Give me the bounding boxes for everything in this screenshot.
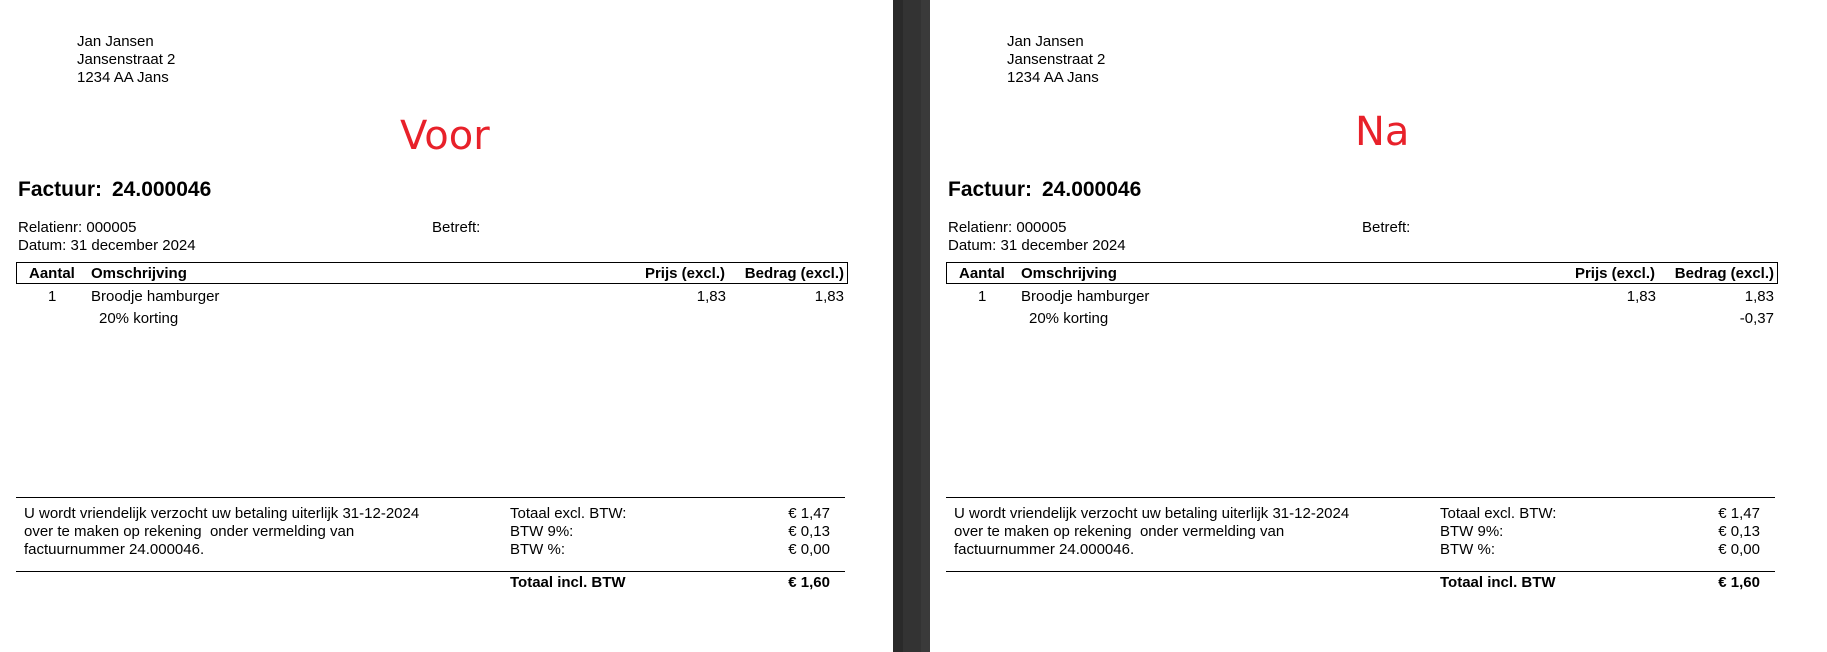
payment-line: over te maken op rekening onder vermelding van (954, 523, 1285, 540)
row-amount: -0,37 (1739, 310, 1774, 327)
total-divider (16, 571, 845, 572)
customer-street: Jansenstraat 2 (77, 51, 176, 68)
header-quantity: Aantal (29, 265, 75, 282)
invoice-number: 24.000046 (1042, 178, 1142, 201)
grand-total-label: Totaal incl. BTW (510, 574, 626, 591)
row-price: 1,83 (696, 288, 726, 305)
table-header (946, 262, 1778, 284)
row-description: 20% korting (99, 310, 179, 327)
customer-address (77, 33, 175, 87)
total-excl-row (510, 505, 830, 523)
table-header (16, 262, 848, 284)
total-excl-row (1440, 505, 1760, 523)
relation-number: Relatienr: 000005 (948, 219, 1067, 236)
table-row (946, 310, 1778, 330)
total-divider (946, 571, 1775, 572)
subject-label: Betreft: (432, 219, 481, 236)
subject-label: Betreft: (1362, 219, 1411, 236)
vat-row (1440, 541, 1760, 559)
customer-address (1007, 33, 1105, 87)
payment-line: over te maken op rekening onder vermelding van (24, 523, 355, 540)
table-row (16, 310, 848, 330)
vat9-label: BTW 9%: (510, 523, 574, 540)
row-amount: 1,83 (1744, 288, 1774, 305)
header-amount: Bedrag (excl.) (1674, 265, 1774, 282)
total-excl-value: € 1,47 (1718, 505, 1760, 522)
customer-city: 1234 AA Jans (1007, 69, 1099, 86)
grand-total-label: Totaal incl. BTW (1440, 574, 1556, 591)
payment-line: U wordt vriendelijk verzocht uw betaling uiterlijk 31-12-2024 (24, 505, 420, 522)
row-price: 1,83 (1626, 288, 1656, 305)
total-excl-label: Totaal excl. BTW: (1440, 505, 1557, 522)
payment-line: U wordt vriendelijk verzocht uw betaling uiterlijk 31-12-2024 (954, 505, 1350, 522)
invoice-title (18, 178, 211, 202)
payment-instructions (954, 505, 1424, 559)
payment-line: factuurnummer 24.000046. (24, 541, 205, 558)
header-price: Prijs (excl.) (1574, 265, 1655, 282)
header-description: Omschrijving (1021, 265, 1117, 282)
vat9-row (510, 523, 830, 541)
invoice-label: Factuur: (18, 178, 102, 201)
vat9-value: € 0,13 (1718, 523, 1760, 540)
invoice-title (948, 178, 1141, 202)
totals-block (510, 505, 830, 559)
customer-city: 1234 AA Jans (77, 69, 169, 86)
row-description: Broodje hamburger (91, 288, 220, 305)
header-amount: Bedrag (excl.) (744, 265, 844, 282)
header-price: Prijs (excl.) (644, 265, 725, 282)
invoice-meta (948, 219, 1126, 255)
invoice-date: Datum: 31 december 2024 (948, 237, 1126, 254)
row-quantity: 1 (978, 288, 987, 305)
invoice-date: Datum: 31 december 2024 (18, 237, 196, 254)
vat9-value: € 0,13 (788, 523, 830, 540)
vat-value: € 0,00 (1718, 541, 1760, 558)
panel-divider (893, 0, 930, 652)
row-description: Broodje hamburger (1021, 288, 1150, 305)
table-row (16, 288, 848, 308)
invoice-panel-before (0, 0, 893, 652)
vat-value: € 0,00 (788, 541, 830, 558)
payment-instructions (24, 505, 494, 559)
vat-label: BTW %: (510, 541, 565, 558)
panel-heading: Voor (400, 113, 490, 159)
total-excl-value: € 1,47 (788, 505, 830, 522)
vat-row (510, 541, 830, 559)
total-excl-label: Totaal excl. BTW: (510, 505, 627, 522)
vat-label: BTW %: (1440, 541, 1495, 558)
relation-number: Relatienr: 000005 (18, 219, 137, 236)
vat9-label: BTW 9%: (1440, 523, 1504, 540)
invoice-number: 24.000046 (112, 178, 212, 201)
grand-total-row (510, 574, 830, 594)
invoice-label: Factuur: (948, 178, 1032, 201)
customer-street: Jansenstraat 2 (1007, 51, 1106, 68)
customer-name: Jan Jansen (1007, 33, 1084, 50)
grand-total-value: € 1,60 (788, 574, 830, 591)
grand-total-row (1440, 574, 1760, 594)
table-row (946, 288, 1778, 308)
vat9-row (1440, 523, 1760, 541)
grand-total-value: € 1,60 (1718, 574, 1760, 591)
row-amount: 1,83 (814, 288, 844, 305)
header-description: Omschrijving (91, 265, 187, 282)
header-quantity: Aantal (959, 265, 1005, 282)
footer-divider (946, 497, 1775, 498)
totals-block (1440, 505, 1760, 559)
invoice-panel-after (930, 0, 1827, 652)
customer-name: Jan Jansen (77, 33, 154, 50)
row-quantity: 1 (48, 288, 57, 305)
invoice-meta (18, 219, 196, 255)
footer-divider (16, 497, 845, 498)
row-description: 20% korting (1029, 310, 1109, 327)
panel-heading: Na (1355, 109, 1410, 155)
payment-line: factuurnummer 24.000046. (954, 541, 1135, 558)
